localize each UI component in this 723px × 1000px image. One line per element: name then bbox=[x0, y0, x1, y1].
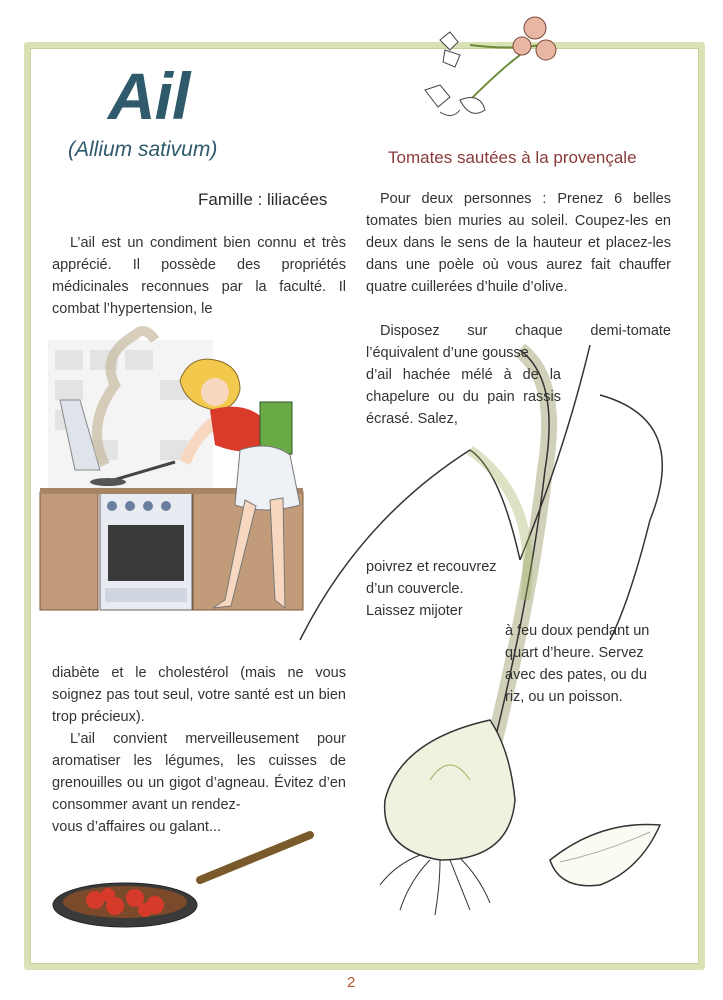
flower-sprig-illustration bbox=[425, 17, 556, 116]
recipe-step-2-cont: d’ail hachée mélé à de la chapelure ou du pain rassis écrasé. Salez, bbox=[366, 367, 561, 427]
frying-pan-illustration bbox=[53, 835, 310, 927]
usage-paragraph: L’ail convient merveilleusement pour aromatiser les légumes, les cuisses de grenouilles ou un gigot d’agneau. Évitez d’en consommer avant un rendez- bbox=[52, 731, 346, 813]
recipe-step-2-start: Disposez sur chaque demi-tomate l’équivalent d’une gousse bbox=[366, 323, 671, 361]
recipe-step-4: à feu doux pendant un quart d’heure. Servez avec des pates, ou du riz, ou un poisson. bbox=[505, 623, 650, 705]
plant-family: Famille : liliacées bbox=[198, 190, 328, 209]
recipe-step-1: Pour deux personnes : Prenez 6 belles tomates bien muries au soleil. Coupez-les en deux dans le sens de la hauteur et placez-les dans une poèle où vous aurez fait chauffer quatre cuillerées d’huile d’olive. bbox=[366, 191, 671, 295]
recipe-step-3: poivrez et recouvrez d’un couvercle. Laissez mijoter bbox=[366, 559, 497, 619]
page-number: 2 bbox=[347, 974, 356, 991]
page-title: Ail bbox=[108, 59, 190, 133]
intro-paragraph: L’ail est un condiment bien connu et très apprécié. Il possède des propriétés médicinales reconnues par la faculté. Il combat l’hypertension, le bbox=[52, 235, 346, 317]
usage-paragraph-end: vous d’affaires ou galant... bbox=[52, 819, 222, 835]
garlic-clove-illustration bbox=[550, 824, 660, 885]
latin-name: (Allium sativum) bbox=[68, 138, 218, 161]
health-paragraph: diabète et le cholestérol (mais ne vous soignez pas tout seul, votre santé est un bien trop précieux). bbox=[52, 665, 346, 725]
woman-cooking-illustration bbox=[40, 331, 303, 610]
recipe-title: Tomates sautées à la provençale bbox=[388, 148, 637, 167]
